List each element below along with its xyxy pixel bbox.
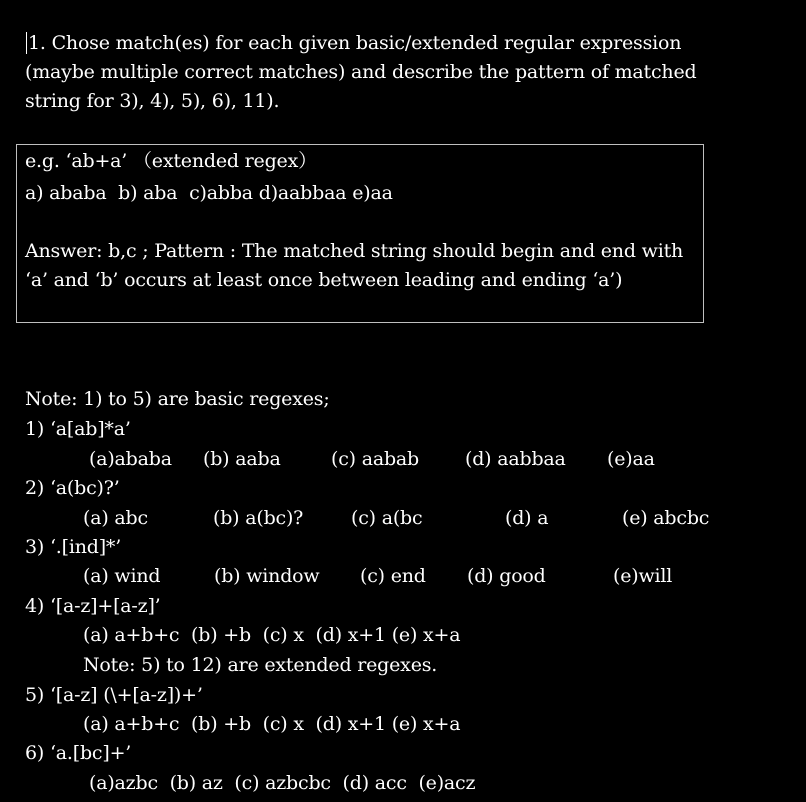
q5-label: 5) ‘[a-z] (\+[a-z])+’ [25, 684, 203, 706]
q1-option-b: (b) aaba [203, 448, 281, 470]
q3-option-a: (a) wind [83, 565, 161, 587]
q1-label: 1) ‘a[ab]*a’ [25, 418, 131, 440]
q2-option-d: (d) a [505, 507, 549, 529]
example-header: e.g. ‘ab+a’ （extended regex） [25, 150, 317, 172]
note-basic: Note: 1) to 5) are basic regexes; [25, 388, 330, 410]
q3-label: 3) ‘.[ind]*’ [25, 536, 122, 558]
q2-option-c: (c) a(bc [351, 507, 423, 529]
question-line-1: 1. Chose match(es) for each given basic/extended regular expression [28, 32, 682, 54]
q3-option-c: (c) end [360, 565, 426, 587]
q3-option-d: (d) good [467, 565, 546, 587]
q1-option-e: (e)aa [607, 448, 655, 470]
q3-option-b: (b) window [214, 565, 320, 587]
q6-label: 6) ‘a.[bc]+’ [25, 742, 132, 764]
question-line-3: string for 3), 4), 5), 6), 11). [25, 90, 280, 112]
q2-option-b: (b) a(bc)? [213, 507, 304, 529]
q4-options: (a) a+b+c (b) +b (c) x (d) x+1 (e) x+a [83, 624, 461, 646]
example-answer-line-1: Answer: b,c ; Pattern : The matched string should begin and end with [25, 240, 684, 262]
note-extended: Note: 5) to 12) are extended regexes. [83, 654, 438, 676]
text-cursor [26, 32, 27, 54]
q3-option-e: (e)will [613, 565, 673, 587]
example-answer-line-2: ‘a’ and ‘b’ occurs at least once between leading and ending ‘a’) [25, 269, 623, 291]
q5-options: (a) a+b+c (b) +b (c) x (d) x+1 (e) x+a [83, 713, 461, 735]
q4-label: 4) ‘[a-z]+[a-z]’ [25, 595, 161, 617]
q6-options: (a)azbc (b) az (c) azbcbc (d) acc (e)acz [89, 772, 476, 794]
q2-option-e: (e) abcbc [622, 507, 710, 529]
question-line-2: (maybe multiple correct matches) and describe the pattern of matched [25, 61, 697, 83]
q1-option-d: (d) aabbaa [465, 448, 566, 470]
q1-option-c: (c) aabab [331, 448, 420, 470]
example-options: a) ababa b) aba c)abba d)aabbaa e)aa [25, 182, 393, 204]
q1-option-a: (a)ababa [89, 448, 172, 470]
q2-option-a: (a) abc [83, 507, 148, 529]
q2-label: 2) ‘a(bc)?’ [25, 477, 120, 499]
